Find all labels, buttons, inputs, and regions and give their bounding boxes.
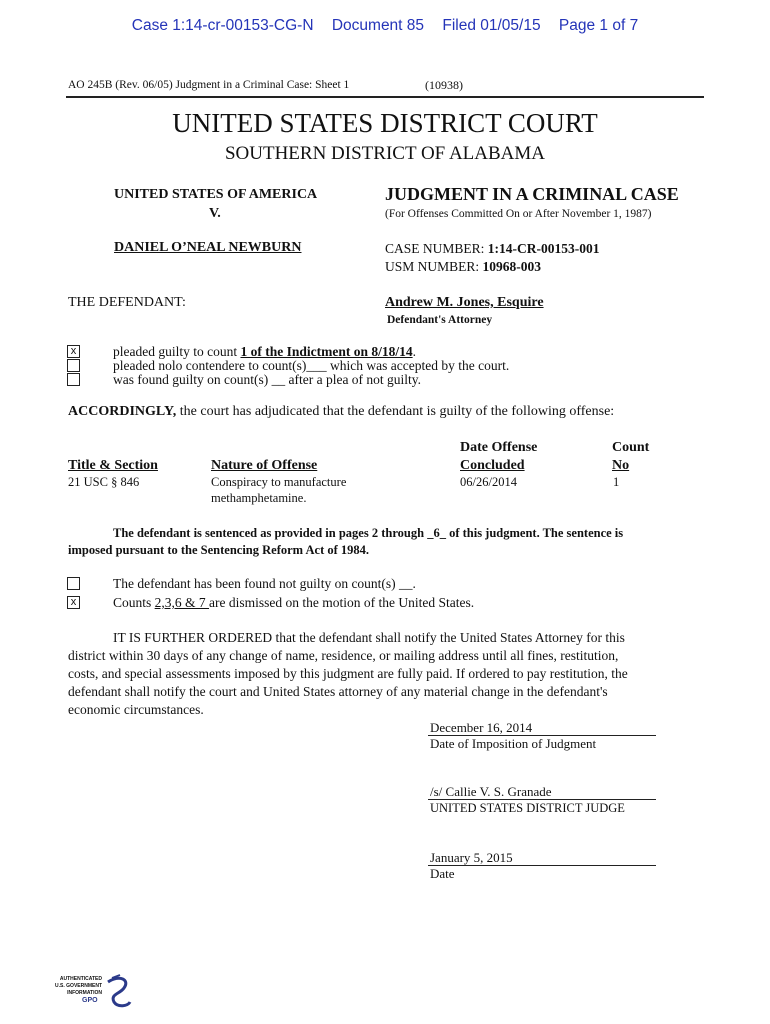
accordingly-statement	[68, 404, 614, 420]
court-district: SOUTHERN DISTRICT OF ALABAMA	[224, 143, 546, 164]
signed-date-line	[428, 865, 656, 866]
case-number-value: 1:14-CR-00153-001	[487, 241, 600, 256]
attorney-role: Defendant's Attorney	[387, 314, 493, 326]
sentence-line1-b: of this judgment. The sentence is	[445, 526, 624, 540]
not-guilty-checkbox[interactable]	[67, 577, 80, 590]
row-date: 06/26/2014	[460, 475, 517, 489]
signed-date-label: Date	[430, 866, 455, 881]
document-number-header: Document 85	[331, 17, 425, 34]
order-line4: defendant shall notify the court and United States attorney of any material change in the defendant's	[68, 684, 608, 699]
judgment-subtitle: (For Offenses Committed On or After November 1, 1987)	[385, 208, 652, 220]
order-line3: costs, and special assessments imposed by this judgment are fully paid. If ordered to pay restitution, the	[68, 666, 628, 681]
usm-number	[385, 259, 541, 275]
gpo-seal-mark: GPO	[82, 997, 98, 1004]
plea-checkbox-guilty[interactable]: x	[67, 345, 80, 358]
gpo-authentication-seal	[44, 974, 136, 1010]
plea-guilty-suffix: .	[412, 344, 416, 359]
gpo-seal-line1: AUTHENTICATED	[59, 976, 102, 982]
col-nature: Nature of Offense	[211, 458, 318, 473]
sentence-line1-a: The defendant is sentenced as provided in pages 2 through	[113, 526, 428, 540]
usm-number-value: 10968-003	[482, 259, 542, 274]
case-number-header: Case 1:14-cr-00153-CG-N	[131, 17, 314, 34]
row-count: 1	[613, 475, 620, 489]
plea-nolo-text: pleaded nolo contendere to count(s)___ which was accepted by the court.	[113, 358, 510, 373]
sentence-line1	[113, 526, 623, 541]
judge-signature-line	[428, 799, 656, 800]
imposition-date: December 16, 2014	[430, 720, 533, 735]
not-guilty-text: The defendant has been found not guilty on count(s) __.	[113, 576, 416, 591]
case-number-label: CASE NUMBER:	[385, 241, 485, 256]
col-date-line2: Concluded	[460, 458, 525, 473]
accordingly-lead: ACCORDINGLY,	[68, 404, 177, 419]
usm-number-label: USM NUMBER:	[385, 259, 480, 274]
col-count-line2: No	[612, 458, 630, 473]
sentence-line2: imposed pursuant to the Sentencing Reform Act of 1984.	[68, 543, 370, 557]
judge-signature: /s/ Callie V. S. Granade	[430, 784, 552, 799]
plea-checkbox-found-guilty[interactable]	[67, 373, 80, 386]
row-title-section: 21 USC § 846	[68, 475, 140, 489]
order-line2: district within 30 days of any change of name, residence, or mailing address until all fines, restitution,	[68, 648, 619, 663]
plea-found-guilty-text: was found guilty on count(s) __ after a plea of not guilty.	[113, 372, 422, 387]
versus-label: V.	[209, 206, 221, 221]
defendant-section-label: THE DEFENDANT:	[68, 295, 186, 310]
case-number	[385, 241, 600, 257]
dismissed-counts-checkbox[interactable]: x	[67, 596, 80, 609]
defendant-name: DANIEL O’NEAL NEWBURN	[114, 240, 302, 255]
header-rule	[66, 96, 704, 98]
row-nature-line2: methamphetamine.	[211, 491, 307, 505]
plaintiff-name: UNITED STATES OF AMERICA	[114, 187, 318, 202]
dismissed-counts-b: are dismissed on the motion of the United States.	[209, 595, 475, 610]
plea-guilty-fill: 1 of the Indictment on 8/18/14	[240, 344, 413, 359]
filed-date-header: Filed 01/05/15	[442, 17, 541, 34]
col-title-section: Title & Section	[68, 458, 158, 473]
col-count-line1: Count	[612, 440, 650, 455]
row-nature-line1: Conspiracy to manufacture	[211, 475, 347, 489]
col-date-line1: Date Offense	[460, 440, 538, 455]
gpo-seal-line2: U.S. GOVERNMENT	[55, 983, 102, 989]
form-number: (10938)	[425, 78, 463, 92]
plea-checkbox-nolo[interactable]	[67, 359, 80, 372]
ecf-header	[0, 17, 770, 35]
sentence-pages: _6_	[427, 526, 446, 540]
judge-title: UNITED STATES DISTRICT JUDGE	[430, 801, 625, 815]
plea-guilty-prefix: pleaded guilty to count	[113, 344, 241, 359]
imposition-date-label: Date of Imposition of Judgment	[430, 736, 597, 751]
form-title: AO 245B (Rev. 06/05) Judgment in a Criminal Case: Sheet 1	[68, 79, 350, 91]
judgment-title: JUDGMENT IN A CRIMINAL CASE	[385, 184, 679, 204]
court-name: UNITED STATES DISTRICT COURT	[172, 108, 598, 138]
dismissed-counts-a: Counts	[113, 595, 155, 610]
signed-date: January 5, 2015	[430, 850, 513, 865]
attorney-name: Andrew M. Jones, Esquire	[385, 295, 544, 310]
page-number-header: Page 1 of 7	[558, 17, 639, 34]
order-line1: IT IS FURTHER ORDERED that the defendant shall notify the United States Attorney for this	[113, 630, 625, 645]
gpo-seal-line3: INFORMATION	[67, 990, 102, 996]
accordingly-rest: the court has adjudicated that the defendant is guilty of the following offense:	[176, 404, 615, 419]
order-line5: economic circumstances.	[68, 702, 204, 717]
dismissed-counts-fill: 2,3,6 & 7	[154, 595, 210, 610]
dismissed-counts-text	[113, 595, 474, 611]
